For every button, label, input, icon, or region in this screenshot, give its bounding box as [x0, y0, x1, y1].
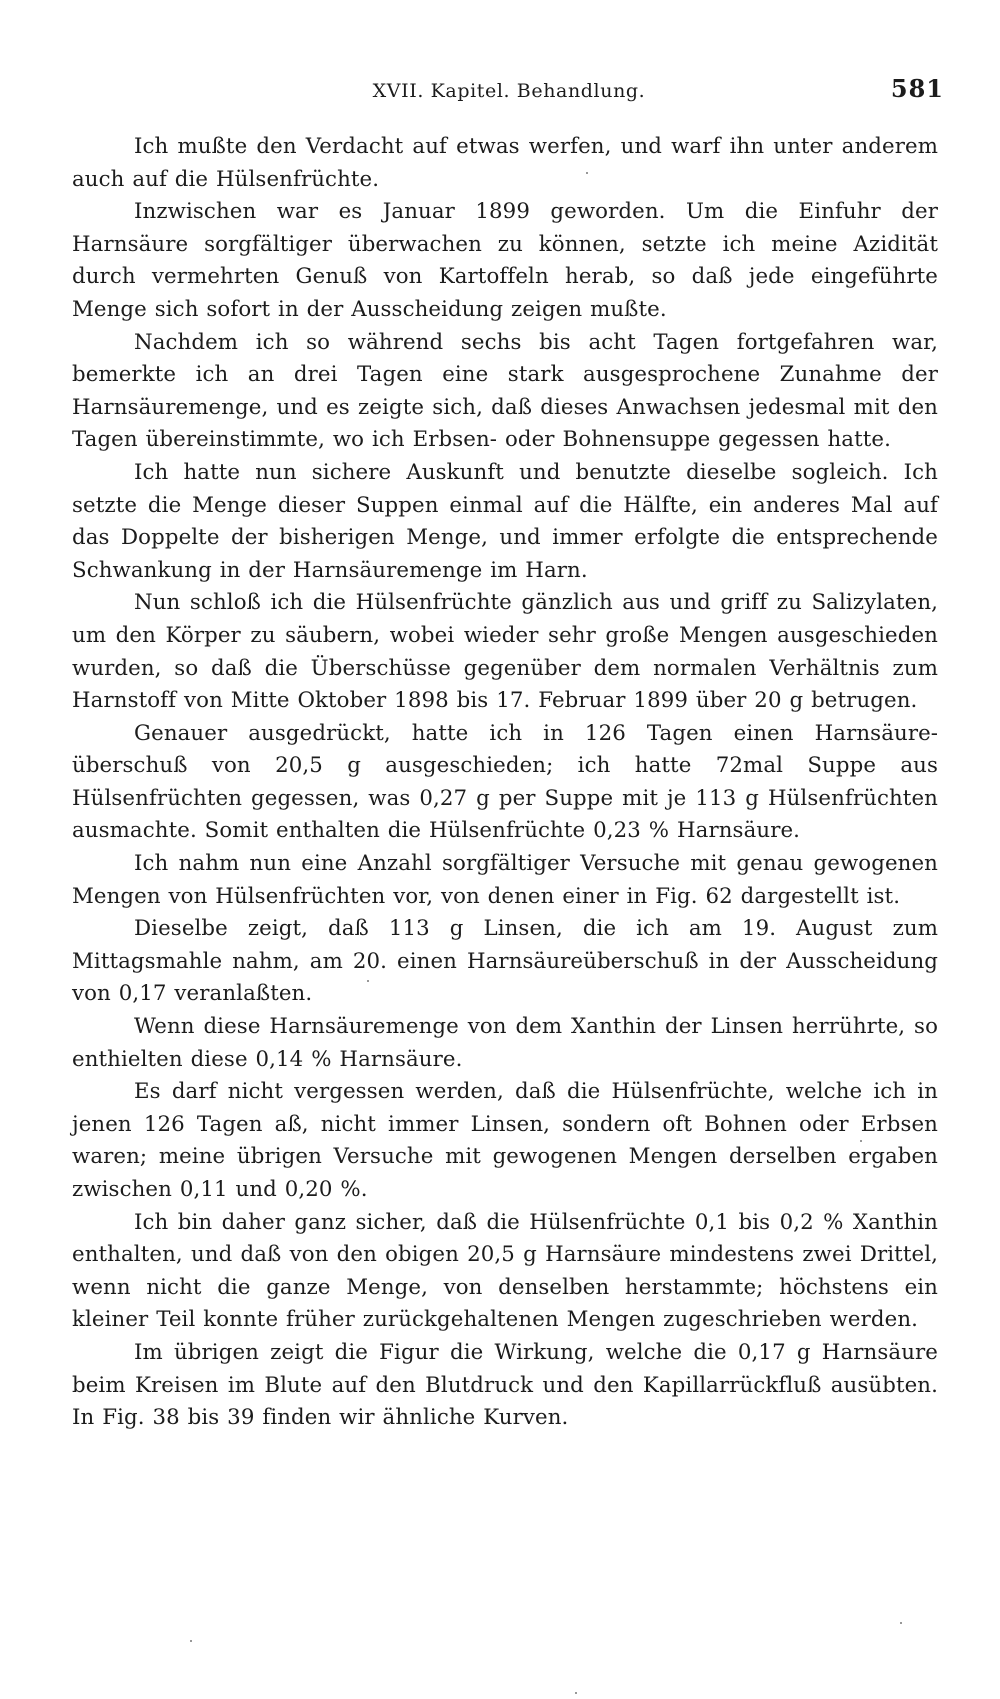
paragraph-5: Nun schloß ich die Hülsenfrüchte gänzlich aus und griff zu Salizylaten, um den Körper zu säubern, wobei wieder sehr große Mengen ausgeschieden wurden, so daß die Überschüsse gegenüber dem normalen Verhältnis zum Harnstoff von Mitte Oktober 1898 bis 17. Februar 1899 über 20 g betrugen. — [72, 590, 938, 714]
paragraph-11: Ich bin daher ganz sicher, daß die Hülsenfrüchte 0,1 bis 0,2 % Xanthin enthalten, und daß von den obigen 20,5 g Harnsäure mindestens zwei Drittel, wenn nicht die ganze Menge, von denselben herstammte; höchstens ein kleiner Teil konnte früher zurückgehaltenen Mengen zugeschrieben werden. — [72, 1209, 938, 1333]
paragraph-9: Wenn diese Harnsäuremenge von dem Xanthin der Linsen herrührte, so enthielten diese 0,14 % Harnsäure. — [72, 1014, 938, 1072]
print-speck — [900, 1622, 902, 1624]
paragraph-6: Genauer ausgedrückt, hatte ich in 126 Tagen einen Harnsäureüberschuß von 20,5 g ausgeschieden; ich hatte 72mal Suppe aus Hülsenfrüchten gegessen, was 0,27 g per Suppe mit je 113 g Hülsenfrüchten ausmachte. Somit enthalten die Hülsenfrüchte 0,23 % Harnsäure. — [72, 720, 938, 844]
paragraph-1: Ich mußte den Verdacht auf etwas werfen, und warf ihn unter anderem auch auf die Hülsenfrüchte. — [72, 134, 938, 192]
running-title: XVII. Kapitel. Behandlung. — [372, 80, 646, 102]
paragraph-7: Ich nahm nun eine Anzahl sorgfältiger Versuche mit genau gewogenen Mengen von Hülsenfrüchten vor, von denen einer in Fig. 62 dargestellt ist. — [72, 851, 938, 909]
page-number: 581 — [890, 74, 944, 103]
body-text — [72, 131, 938, 1435]
paragraph-2: Inzwischen war es Januar 1899 geworden. Um die Einfuhr der Harnsäure sorgfältiger überwachen zu können, setzte ich meine Azidität durch vermehrten Genuß von Kartoffeln herab, so daß jede eingeführte Menge sich sofort in der Ausscheidung zeigen mußte. — [72, 199, 938, 322]
paragraph-8: Dieselbe zeigt, daß 113 g Linsen, die ich am 19. August zum Mittagsmahle nahm, am 20. einen Harnsäureüberschuß in der Ausscheidung von 0,17 veranlaßten. — [72, 916, 938, 1007]
paragraph-3: Nachdem ich so während sechs bis acht Tagen fortgefahren war, bemerkte ich an drei Tagen eine stark ausgesprochene Zunahme der Harnsäuremenge, und es zeigte sich, daß dieses Anwachsen jedesmal mit den Tagen übereinstimmte, wo ich Erbsen- oder Bohnensuppe gegessen hatte. — [72, 329, 938, 453]
paragraph-10: Es darf nicht vergessen werden, daß die Hülsenfrüchte, welche ich in jenen 126 Tagen aß, nicht immer Linsen, sondern oft Bohnen oder Erbsen waren; meine übrigen Versuche mit gewogenen Mengen derselben ergaben zwischen 0,11 und 0,20 %. — [72, 1079, 938, 1202]
print-speck — [367, 980, 369, 982]
print-speck — [860, 1140, 862, 1142]
paragraph-4: Ich hatte nun sichere Auskunft und benutzte dieselbe sogleich. Ich setzte die Menge dieser Suppen einmal auf die Hälfte, ein anderes Mal auf das Doppelte der bisherigen Menge, und immer erfolgte die entsprechende Schwankung in der Harnsäuremenge im Harn. — [72, 459, 938, 583]
paragraph-12: Im übrigen zeigt die Figur die Wirkung, welche die 0,17 g Harnsäure beim Kreisen im Blute auf den Blutdruck und den Kapillarrückfluß ausübten. In Fig. 38 bis 39 finden wir ähnliche Kurven. — [72, 1339, 938, 1431]
print-speck — [190, 1640, 192, 1642]
running-head — [74, 74, 944, 110]
print-speck — [586, 172, 588, 174]
print-speck — [575, 1692, 577, 1694]
